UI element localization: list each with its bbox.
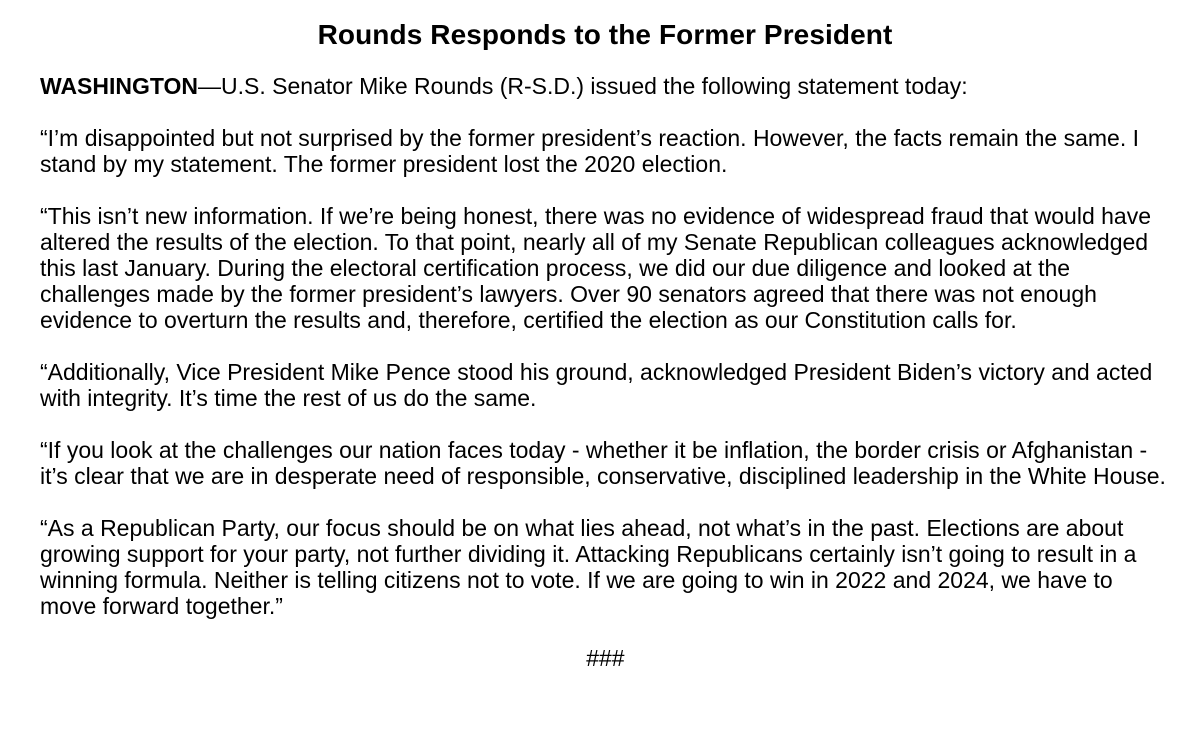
- statement-paragraph-1: “I’m disappointed but not surprised by the former president’s reaction. However, the facts remain the same. I stand by my statement. The former president lost the 2020 election.: [40, 125, 1140, 177]
- page-title: Rounds Responds to the Former President: [317, 19, 893, 50]
- statement-paragraph-5: “As a Republican Party, our focus should be on what lies ahead, not what’s in the past. Elections are about growing support for your party, not further dividing it. Attacking Republicans certainly isn’t going to result in a winning formula. Neither is telling citizens not to vote. If we are going to win in 2022 and 2024, we have to move forward together.”: [40, 515, 1137, 619]
- statement-paragraph-4: “If you look at the challenges our nation faces today - whether it be inflation, the border crisis or Afghanistan - it’s clear that we are in desperate need of responsible, conservative, disciplined leadership in the White House.: [40, 437, 1166, 489]
- statement-paragraph-3: “Additionally, Vice President Mike Pence stood his ground, acknowledged President Biden’s victory and acted with integrity. It’s time the rest of us do the same.: [40, 359, 1153, 411]
- statement-paragraph-2: “This isn’t new information. If we’re being honest, there was no evidence of widespread fraud that would have altered the results of the election. To that point, nearly all of my Senate Republican colleagues acknowledged this last January. During the electoral certification process, we did our due diligence and looked at the challenges made by the former president’s lawyers. Over 90 senators agreed that there was not enough evidence to overturn the results and, therefore, certified the election as our Constitution calls for.: [40, 203, 1152, 333]
- dateline-separator: —: [198, 73, 222, 99]
- dateline-text: U.S. Senator Mike Rounds (R-S.D.) issued the following statement today:: [221, 73, 968, 99]
- dateline-place: WASHINGTON: [40, 73, 199, 99]
- dateline: [40, 73, 1170, 99]
- end-mark: ###: [585, 645, 625, 671]
- press-release: [40, 0, 1170, 671]
